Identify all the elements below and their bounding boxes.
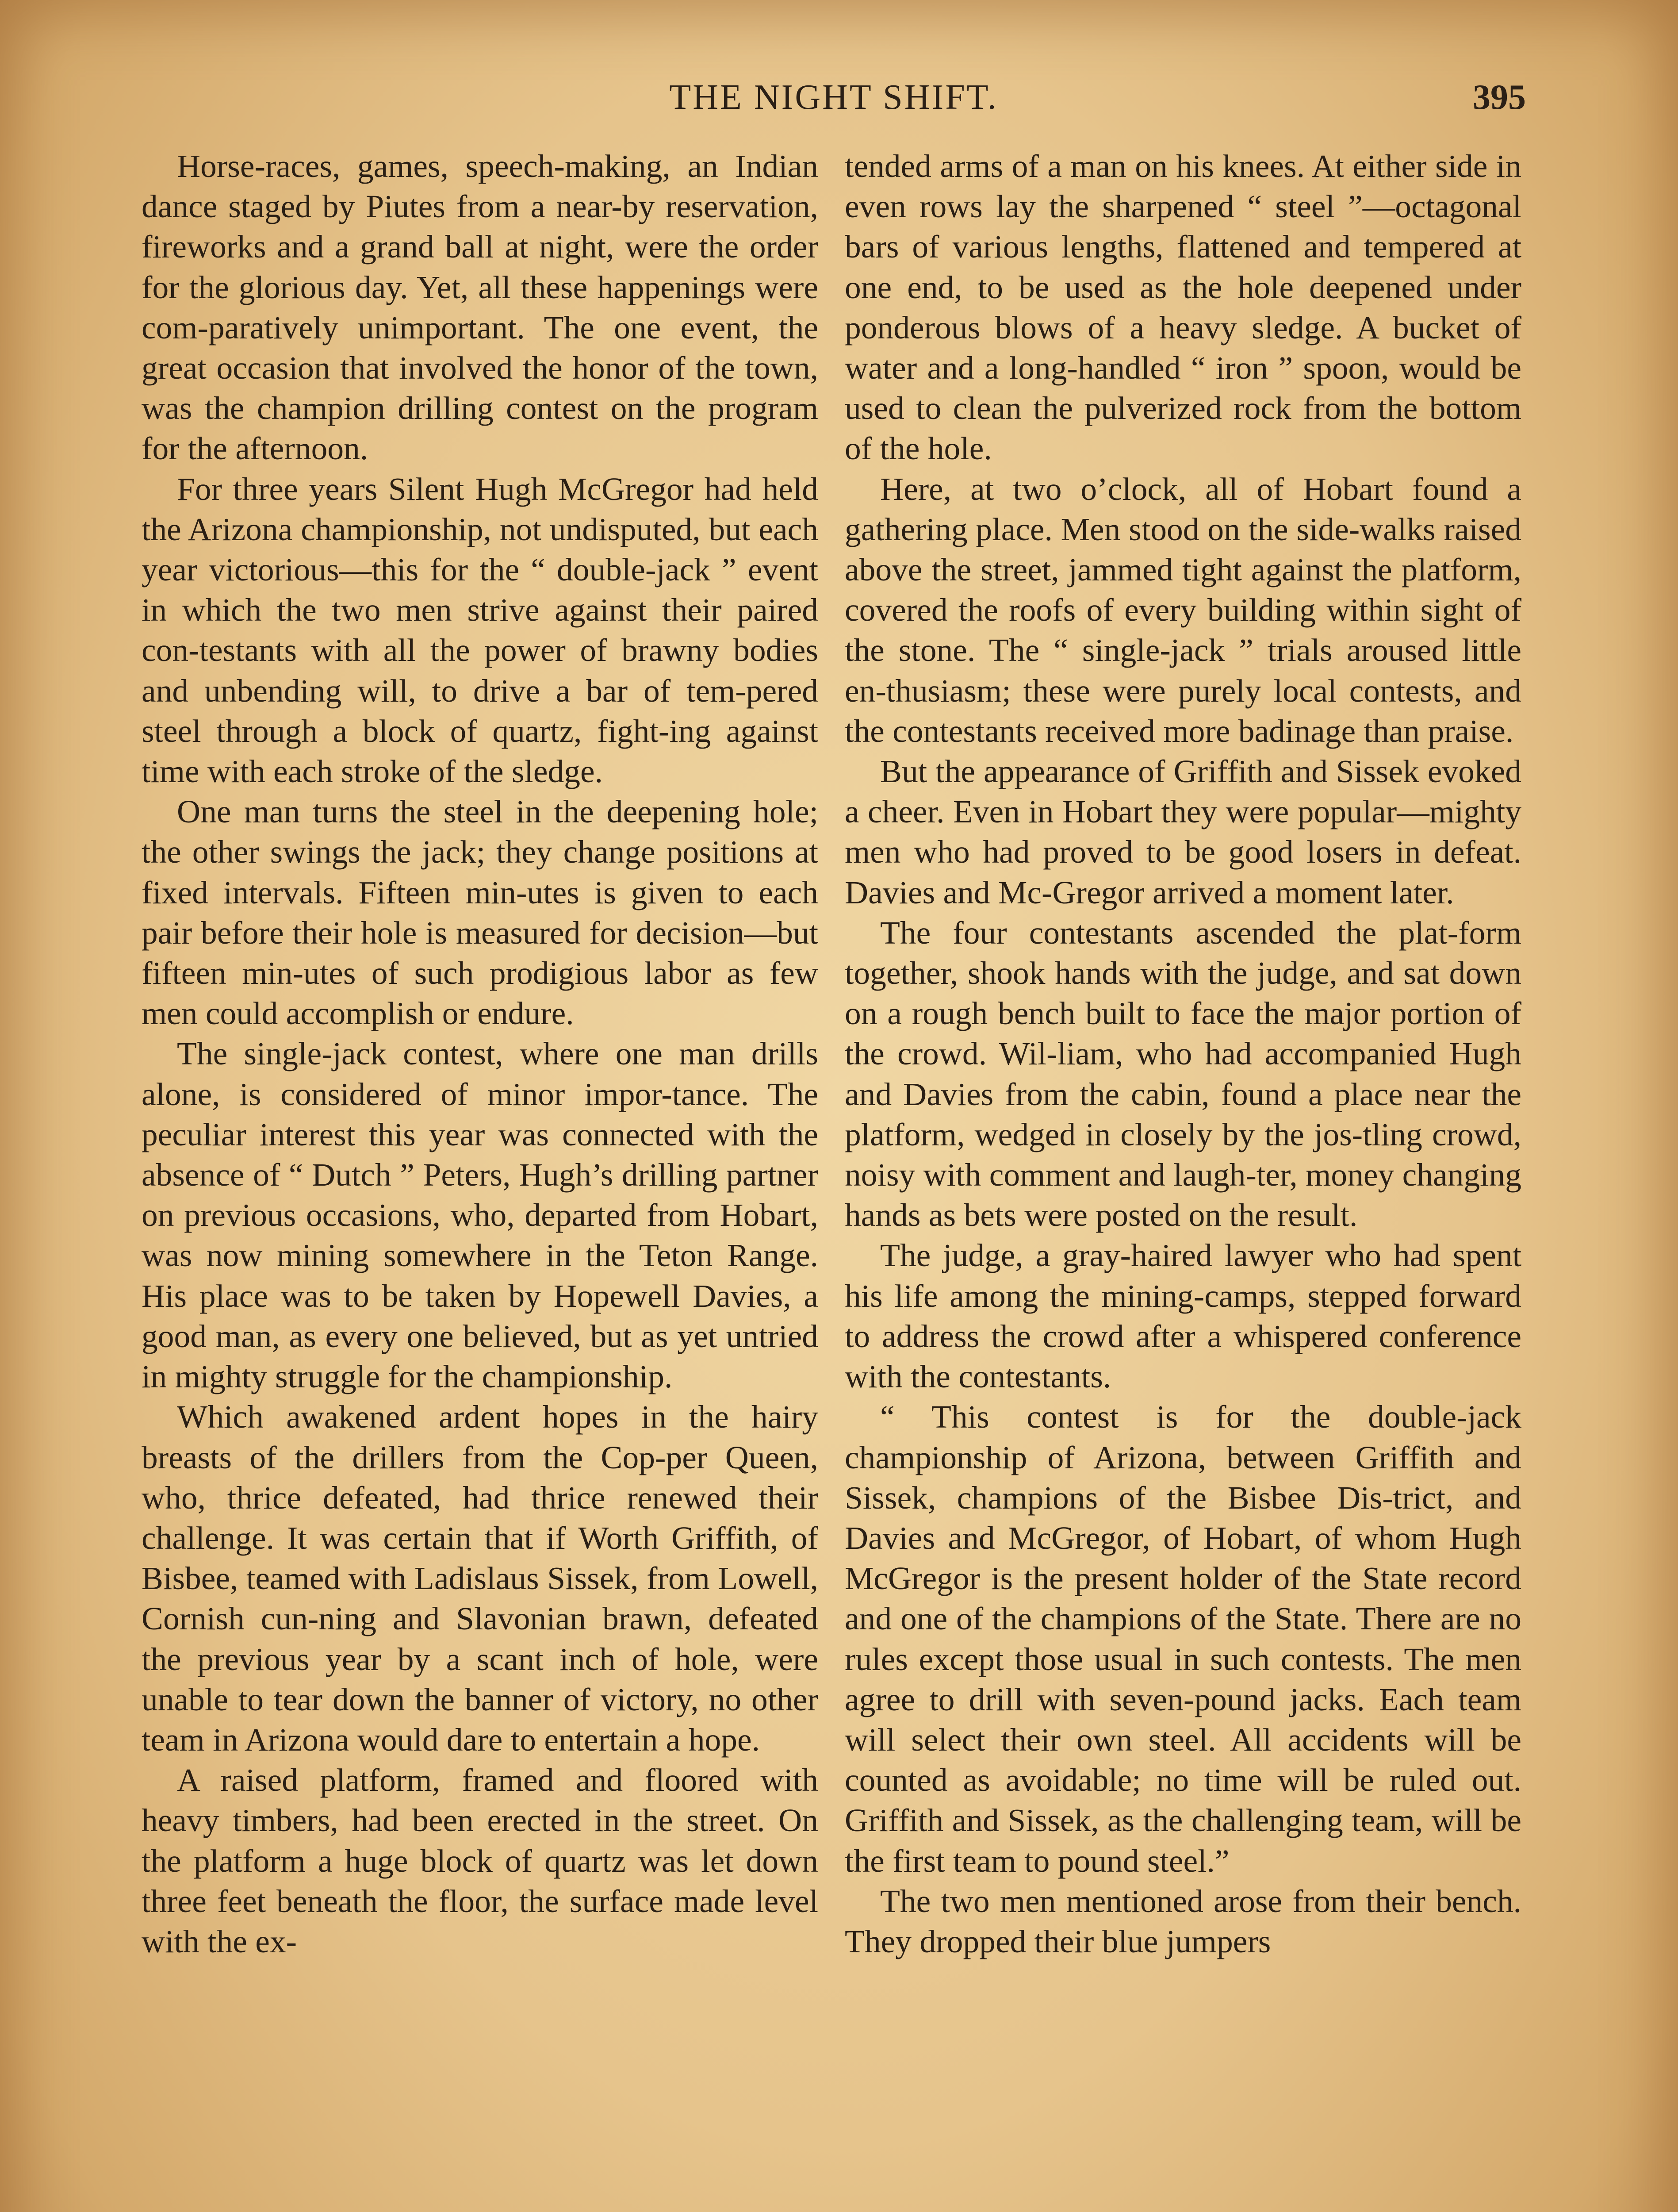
paragraph: The judge, a gray-haired lawyer who had spent his life among the mining-camps, stepped forward to address the crowd after a whispered conference with the contestants. [845,1237,1521,1395]
paragraph: But the appearance of Griffith and Sissek evoked a cheer. Even in Hobart they were popular—mighty men who had proved to be good losers in defeat. Davies and Mc-Gregor arrived a moment later. [845,753,1521,910]
paragraph-continued: tended arms of a man on his knees. At either side in even rows lay the sharpened “ steel ”—octagonal bars of various lengths, flattened and tempered at one end, to be used as the hole deepened under ponderous blows of a heavy sledge. A bucket of water and a long-handled “ iron ” spoon, would be used to clean the pulverized rock from the bottom of the hole. [845,148,1521,467]
page-header [142,66,1526,128]
right-column [845,146,1521,1962]
paragraph: The four contestants ascended the plat-form together, shook hands with the judge, and sat down on a rough bench built to face the major portion of the crowd. Wil-liam, who had accompanied Hugh and Davies from the cabin, found a place near the platform, wedged in closely by the jos-tling crowd, noisy with comment and laugh-ter, money changing hands as bets were posted on the result. [845,914,1522,1233]
paragraph: “ This contest is for the double-jack championship of Arizona, between Griffith and Sissek, champions of the Bisbee Dis-trict, and Davies and McGregor, of Hobart, of whom Hugh McGregor is the present holder of the State record and one of the champions of the State. There are no rules except those usual in such contests. The men agree to drill with seven-pound jacks. Each team will select their own steel. All accidents will be counted as avoidable; no time will be ruled out. Griffith and Sissek, as the challenging team, will be the first team to pound steel.” [845,1399,1521,1879]
paragraph: One man turns the steel in the deepening hole; the other swings the jack; they change positions at fixed intervals. Fifteen min-utes is given to each pair before their hole is measured for decision—but fifteen min-utes of such prodigious labor as few men could accomplish or endure. [142,794,818,1032]
running-title: THE NIGHT SHIFT. [669,78,998,117]
page-number: 395 [1473,78,1526,117]
paragraph: Here, at two o’clock, all of Hobart found a gathering place. Men stood on the side-walks raised above the street, jammed tight against the platform, covered the roofs of every building within sight of the stone. The “ single-jack ” trials aroused little en-thusiasm; these were purely local contests, and the contestants received more badinage than praise. [845,471,1521,749]
left-column [142,146,818,1962]
paragraph: Which awakened ardent hopes in the hairy breasts of the drillers from the Cop-per Queen, who, thrice defeated, had thrice renewed their challenge. It was certain that if Worth Griffith, of Bisbee, teamed with Ladislaus Sissek, from Lowell, Cornish cun-ning and Slavonian brawn, defeated the previous year by a scant inch of hole, were unable to tear down the banner of victory, no other team in Arizona would dare to entertain a hope. [142,1399,818,1758]
paragraph: The single-jack contest, where one man drills alone, is considered of minor impor-tance. The peculiar interest this year was connected with the absence of “ Dutch ” Peters, Hugh’s drilling partner on previous occasions, who, departed from Hobart, was now mining somewhere in the Teton Range. His place was to be taken by Hopewell Davies, a good man, as every one believed, but as yet untried in mighty struggle for the championship. [142,1036,818,1395]
paragraph: Horse-races, games, speech-making, an Indian dance staged by Piutes from a near-by reservation, fireworks and a grand ball at night, were the order for the glorious day. Yet, all these happenings were com-paratively unimportant. The one event, the great occasion that involved the honor of the town, was the champion drilling contest on the program for the afternoon. [142,148,818,467]
paragraph: A raised platform, framed and floored with heavy timbers, had been erected in the street. On the platform a huge block of quartz was let down three feet beneath the floor, the surface made level with the ex- [142,1762,818,1959]
paragraph: For three years Silent Hugh McGregor had held the Arizona championship, not undisputed, but each year victorious—this for the “ double-jack ” event in which the two men strive against their paired con-testants with all the power of brawny bodies and unbending will, to drive a bar of tem-pered steel through a block of quartz, fight-ing against time with each stroke of the sledge. [142,471,818,790]
paragraph: The two men mentioned arose from their bench. They dropped their blue jumpers [845,1883,1521,1959]
